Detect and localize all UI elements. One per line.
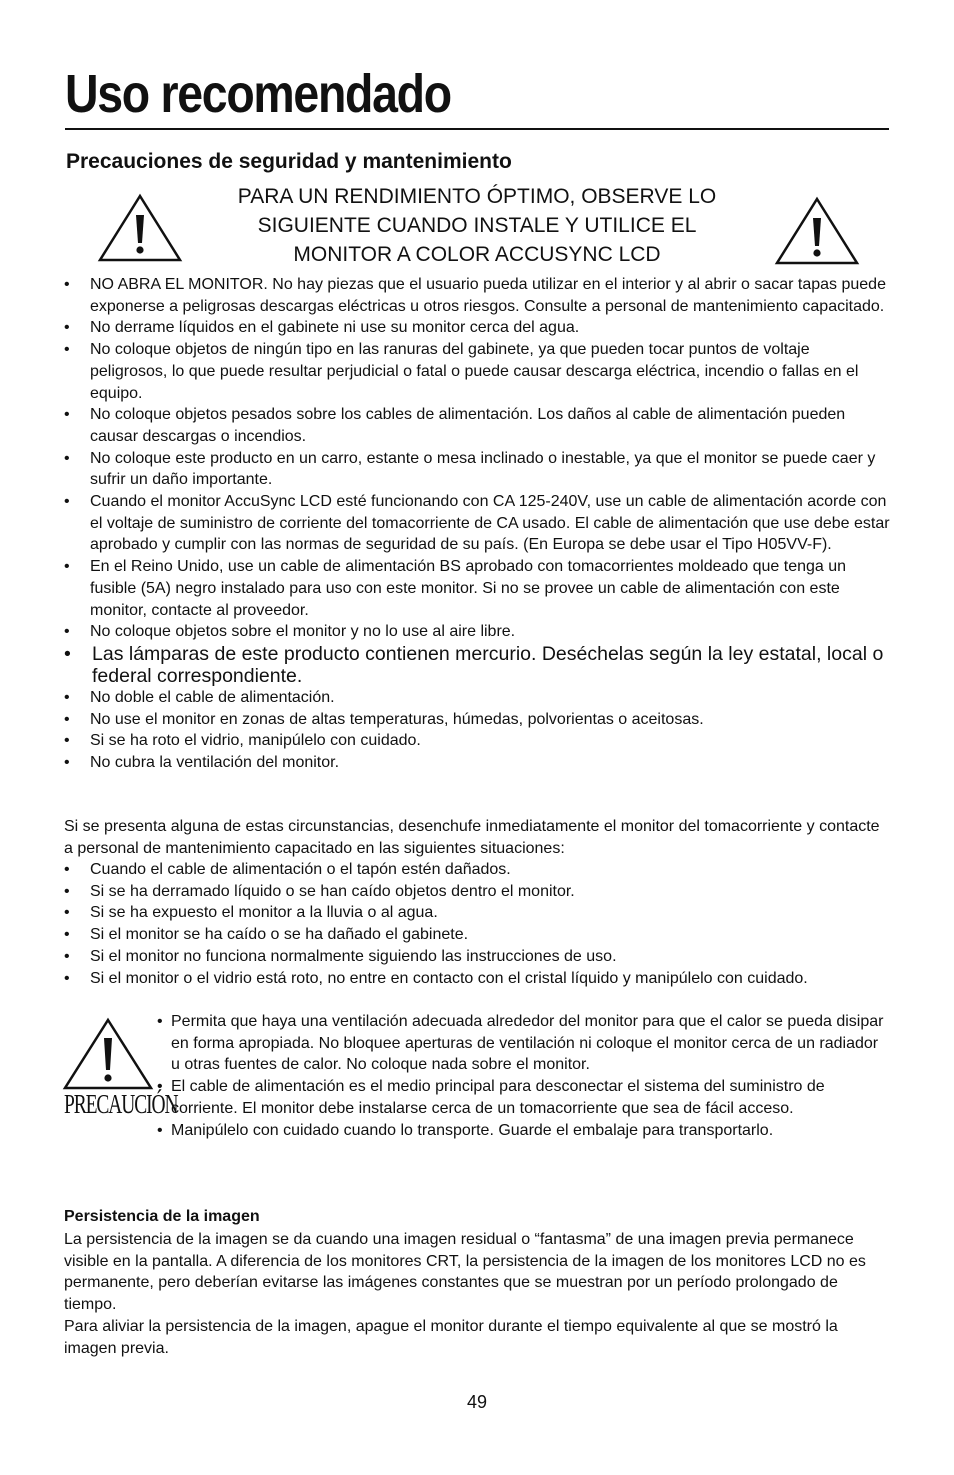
list-item: • No cubra la ventilación del monitor.: [64, 752, 890, 774]
persistence-paragraph: La persistencia de la imagen se da cuando una imagen residual o “fantasma” de una imagen previa permanece visible en la pantalla. A diferencia de los monitores CRT, la persistencia de la imagen de los monitores LCD no es permanente, pero deberían evitarse las imágenes constantes que se muestran por un período prolongado de tiempo.: [64, 1231, 866, 1314]
list-item: • Si se ha roto el vidrio, manipúlelo con cuidado.: [64, 730, 890, 752]
page-title: Uso recomendado: [65, 64, 451, 124]
list-item: • No doble el cable de alimentación.: [64, 687, 890, 709]
list-item: • No coloque objetos de ningún tipo en las ranuras del gabinete, ya que pueden tocar puntos de voltaje peligrosos, lo que puede resultar perjudicial o fatal o puede causar descarga eléctrica, incendio o fallas en el equipo.: [64, 339, 890, 404]
list-item: • No coloque objetos sobre el monitor y no lo use al aire libre.: [64, 621, 890, 643]
section-heading-persistence: Persistencia de la imagen: [64, 1208, 260, 1225]
list-item: • NO ABRA EL MONITOR. No hay piezas que el usuario pueda utilizar en el interior y al abrir o sacar tapas puede exponerse a peligrosas descargas eléctricas u otros riesgos. Consulte a personal de mantenimiento capacitado.: [64, 274, 890, 317]
list-item: • Si el monitor o el vidrio está roto, no entre en contacto con el cristal líquido y manipúlelo con cuidado.: [64, 968, 890, 990]
list-item: • No derrame líquidos en el gabinete ni use su monitor cerca del agua.: [64, 317, 890, 339]
list-item: • Si el monitor no funciona normalmente siguiendo las instrucciones de uso.: [64, 946, 890, 968]
warning-triangle-icon: [774, 196, 860, 266]
list-item: • Manipúlelo con cuidado cuando lo transporte. Guarde el embalaje para transportarlo.: [157, 1120, 890, 1142]
warning-triangle-icon: [97, 193, 183, 263]
unplug-intro: Si se presenta alguna de estas circunstancias, desenchufe inmediatamente el monitor del tomacorriente y contacte a personal de mantenimiento capacitado en las siguientes situaciones:: [64, 818, 880, 857]
notice-line: PARA UN RENDIMIENTO ÓPTIMO, OBSERVE LO: [237, 185, 717, 208]
notice-line: SIGUIENTE CUANDO INSTALE Y UTILICE EL: [257, 214, 697, 237]
caution-label: PRECAUCIÓN: [64, 1089, 178, 1119]
persistence-paragraph: Para aliviar la persistencia de la imagen, apague el monitor durante el tiempo equivalente al que se mostró la imagen previa.: [64, 1318, 838, 1357]
list-item: • No use el monitor en zonas de altas temperaturas, húmedas, polvorientas o aceitosas.: [64, 709, 890, 731]
safety-list: [64, 274, 890, 774]
list-item: • Si se ha derramado líquido o se han caído objetos dentro el monitor.: [64, 881, 890, 903]
list-item: • Cuando el monitor AccuSync LCD esté funcionando con CA 125-240V, use un cable de alimentación acorde con el voltaje de suministro de corriente del tomacorriente de CA usado. El cable de alimentación que use debe estar aprobado y cumplir con las normas de seguridad de su país. (En Europa se debe usar el Tipo H05VV-F).: [64, 491, 890, 556]
list-item: • No coloque este producto en un carro, estante o mesa inclinado o inestable, ya que el monitor se puede caer y sufrir un daño importante.: [64, 448, 890, 491]
list-item: • No coloque objetos pesados sobre los cables de alimentación. Los daños al cable de alimentación pueden causar descargas o incendios.: [64, 404, 890, 447]
unplug-list: [64, 859, 890, 989]
list-item: • Cuando el cable de alimentación o el tapón estén dañados.: [64, 859, 890, 881]
caution-list: [157, 1011, 890, 1141]
list-item: • Si el monitor se ha caído o se ha dañado el gabinete.: [64, 924, 890, 946]
list-item: • El cable de alimentación es el medio principal para desconectar el sistema del suministro de corriente. El monitor debe instalarse cerca de un tomacorriente que sea de fácil acceso.: [157, 1076, 890, 1119]
notice-line: MONITOR A COLOR ACCUSYNC LCD: [293, 243, 661, 266]
list-item: • Permita que haya una ventilación adecuada alrededor del monitor para que el calor se pueda disipar en forma apropiada. No bloquee aperturas de ventilación ni coloque el monitor cerca de un radiador u otras fuentes de calor. No coloque nada sobre el monitor.: [157, 1011, 890, 1076]
notice-text: [210, 182, 744, 269]
list-item: • Si se ha expuesto el monitor a la lluvia o al agua.: [64, 902, 890, 924]
list-item-mercury: • Las lámparas de este producto contienen mercurio. Deséchelas según la ley estatal, local o federal correspondiente.: [64, 643, 890, 687]
list-item: • En el Reino Unido, use un cable de alimentación BS aprobado con tomacorrientes moldeado que tenga un fusible (5A) negro instalado para uso con este monitor. Si no se provee un cable de alimentación con este monitor, contacte al proveedor.: [64, 556, 890, 621]
page-number: 49: [466, 1392, 488, 1412]
section-heading-safety: Precauciones de seguridad y mantenimiento: [66, 150, 512, 173]
title-divider: [65, 128, 889, 130]
